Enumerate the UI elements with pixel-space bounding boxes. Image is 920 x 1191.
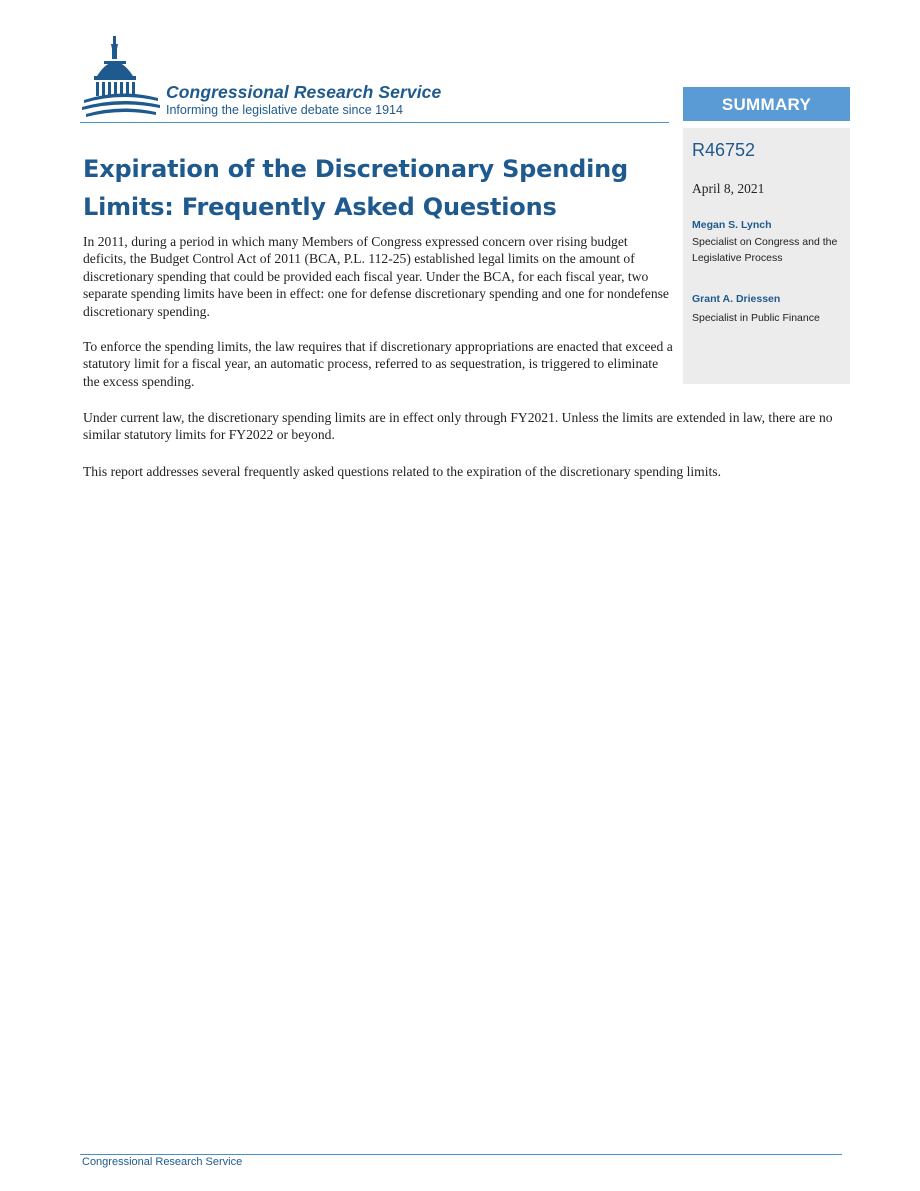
org-tagline: Informing the legislative debate since 1914 (166, 103, 403, 117)
body-paragraph-4: This report addresses several frequently asked questions related to the expiration of the discretionary spending limits. (83, 464, 721, 479)
report-number: R46752 (692, 140, 756, 160)
author-name-1: Megan S. Lynch (692, 219, 772, 231)
crs-logo (80, 34, 480, 122)
report-date: April 8, 2021 (692, 181, 765, 196)
body-paragraph-2: To enforce the spending limits, the law requires that if discretionary appropriations are enacted that exceed a statutory limit for a fiscal year, an automatic process, referred to as sequestration, is triggered to eliminate the excess spending. (83, 339, 673, 389)
footer-divider (80, 1154, 842, 1155)
summary-sidebar (683, 128, 850, 384)
footer-org-name: Congressional Research Service (82, 1156, 243, 1168)
body-paragraph-3: Under current law, the discretionary spending limits are in effect only through FY2021. Unless the limits are extended in law, there are no similar statutory limits for FY2022 or beyond. (83, 410, 833, 443)
author-title-2: Specialist in Public Finance (692, 312, 820, 324)
body-paragraph-1: In 2011, during a period in which many Members of Congress expressed concern over rising budget deficits, the Budget Control Act of 2011 (BCA, P.L. 112-25) established legal limits on the amount of discretionary spending that could be provided each fiscal year. Under the BCA, for each fiscal year, two separate spending limits have been in effect: one for defense discretionary spending and one for nondefense discretionary spending. (83, 234, 669, 319)
author-name-2: Grant A. Driessen (692, 293, 781, 305)
document-title: Expiration of the Discretionary Spending Limits: Frequently Asked Questions (83, 155, 628, 221)
author-title-1: Specialist on Congress and the Legislative Process (692, 236, 838, 264)
capitol-dome-icon (80, 34, 162, 122)
org-name: Congressional Research Service (166, 82, 442, 102)
summary-tab: SUMMARY (683, 87, 850, 121)
header-divider (80, 122, 669, 123)
